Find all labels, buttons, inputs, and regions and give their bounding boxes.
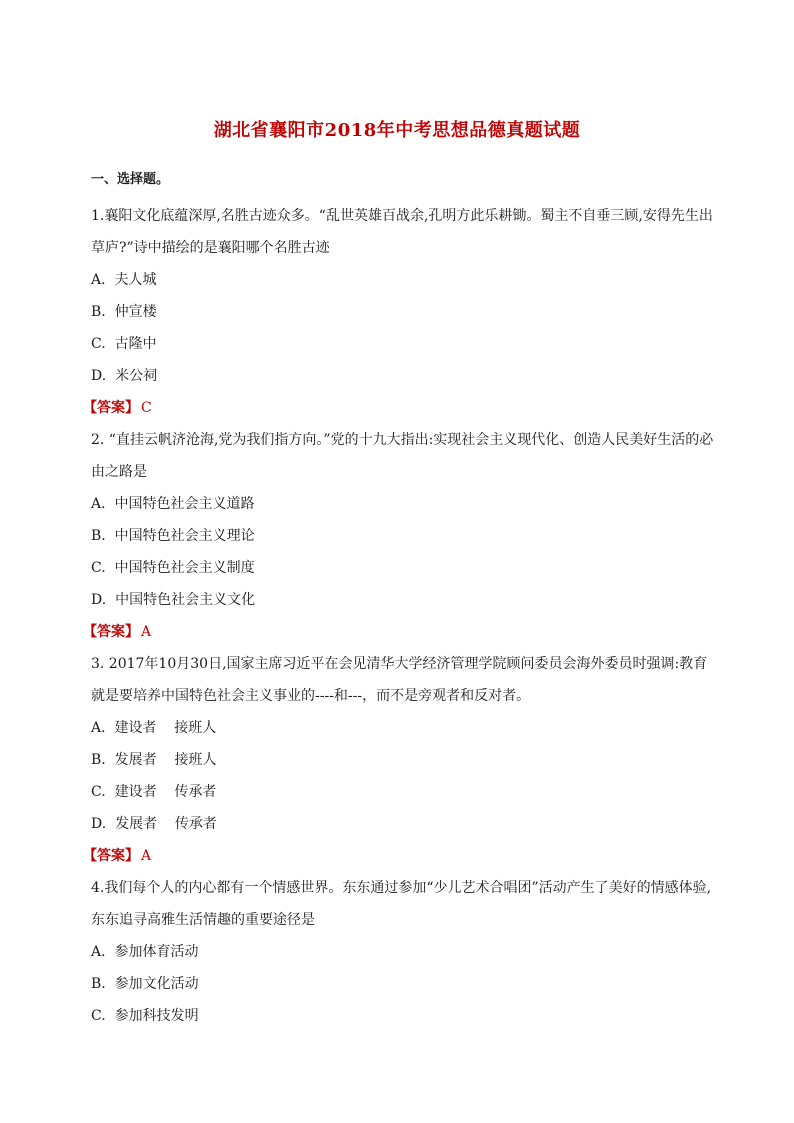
option-b: B. 发展者 接班人 — [91, 752, 217, 768]
document-content — [83, 168, 721, 1032]
question-3 — [83, 648, 721, 872]
answer-label: 【答案】 — [83, 400, 139, 416]
option-b: B. 参加文化活动 — [91, 976, 199, 992]
option-d: D. 米公祠 — [91, 368, 158, 384]
document-title: 湖北省襄阳市2018年中考思想品德真题试题 — [213, 120, 581, 141]
question-stem: 2. “直挂云帆济沧海,党为我们指方向。”党的十九大指出:实现社会主义现代化、创造人民美好生活的必由之路是 — [91, 432, 714, 480]
option-c: C. 古隆中 — [91, 336, 157, 352]
option-c: C. 参加科技发明 — [91, 1008, 199, 1024]
option-a: A. 中国特色社会主义道路 — [91, 496, 255, 512]
option-a: A. 参加体育活动 — [91, 944, 199, 960]
option-d: D. 发展者 传承者 — [91, 816, 217, 832]
answer-line — [83, 392, 721, 424]
question-1 — [83, 200, 721, 424]
question-stem: 3. 2017年10月30日,国家主席习近平在会见清华大学经济管理学院顾问委员会海外委员时强调:教育就是要培养中国特色社会主义事业的----和---，而不是旁观者和反对者。 — [91, 656, 708, 704]
section-heading: 一、选择题。 — [91, 172, 170, 187]
option-c: C. 建设者 传承者 — [91, 784, 217, 800]
option-d: D. 中国特色社会主义文化 — [91, 592, 256, 608]
answer-value: A — [141, 848, 152, 864]
option-b: B. 仲宣楼 — [91, 304, 157, 320]
answer-line — [83, 616, 721, 648]
answer-label: 【答案】 — [83, 848, 139, 864]
option-a: A. 夫人城 — [91, 272, 157, 288]
question-stem: 1.襄阳文化底蕴深厚,名胜古迹众多。“乱世英雄百战余,孔明方此乐耕锄。蜀主不自垂三顾,安得先生出草庐?”诗中描绘的是襄阳哪个名胜古迹 — [91, 208, 713, 256]
answer-line — [83, 840, 721, 872]
answer-label: 【答案】 — [83, 624, 139, 640]
question-4 — [91, 872, 721, 1032]
answer-value: C — [141, 400, 152, 416]
option-b: B. 中国特色社会主义理论 — [91, 528, 255, 544]
option-c: C. 中国特色社会主义制度 — [91, 560, 255, 576]
answer-value: A — [141, 624, 152, 640]
question-2 — [83, 424, 721, 648]
question-stem: 4.我们每个人的内心都有一个情感世界。东东通过参加“少儿艺术合唱团”活动产生了美好的情感体验,东东追寻高雅生活情趣的重要途径是 — [91, 880, 712, 928]
option-a: A. 建设者 接班人 — [91, 720, 217, 736]
